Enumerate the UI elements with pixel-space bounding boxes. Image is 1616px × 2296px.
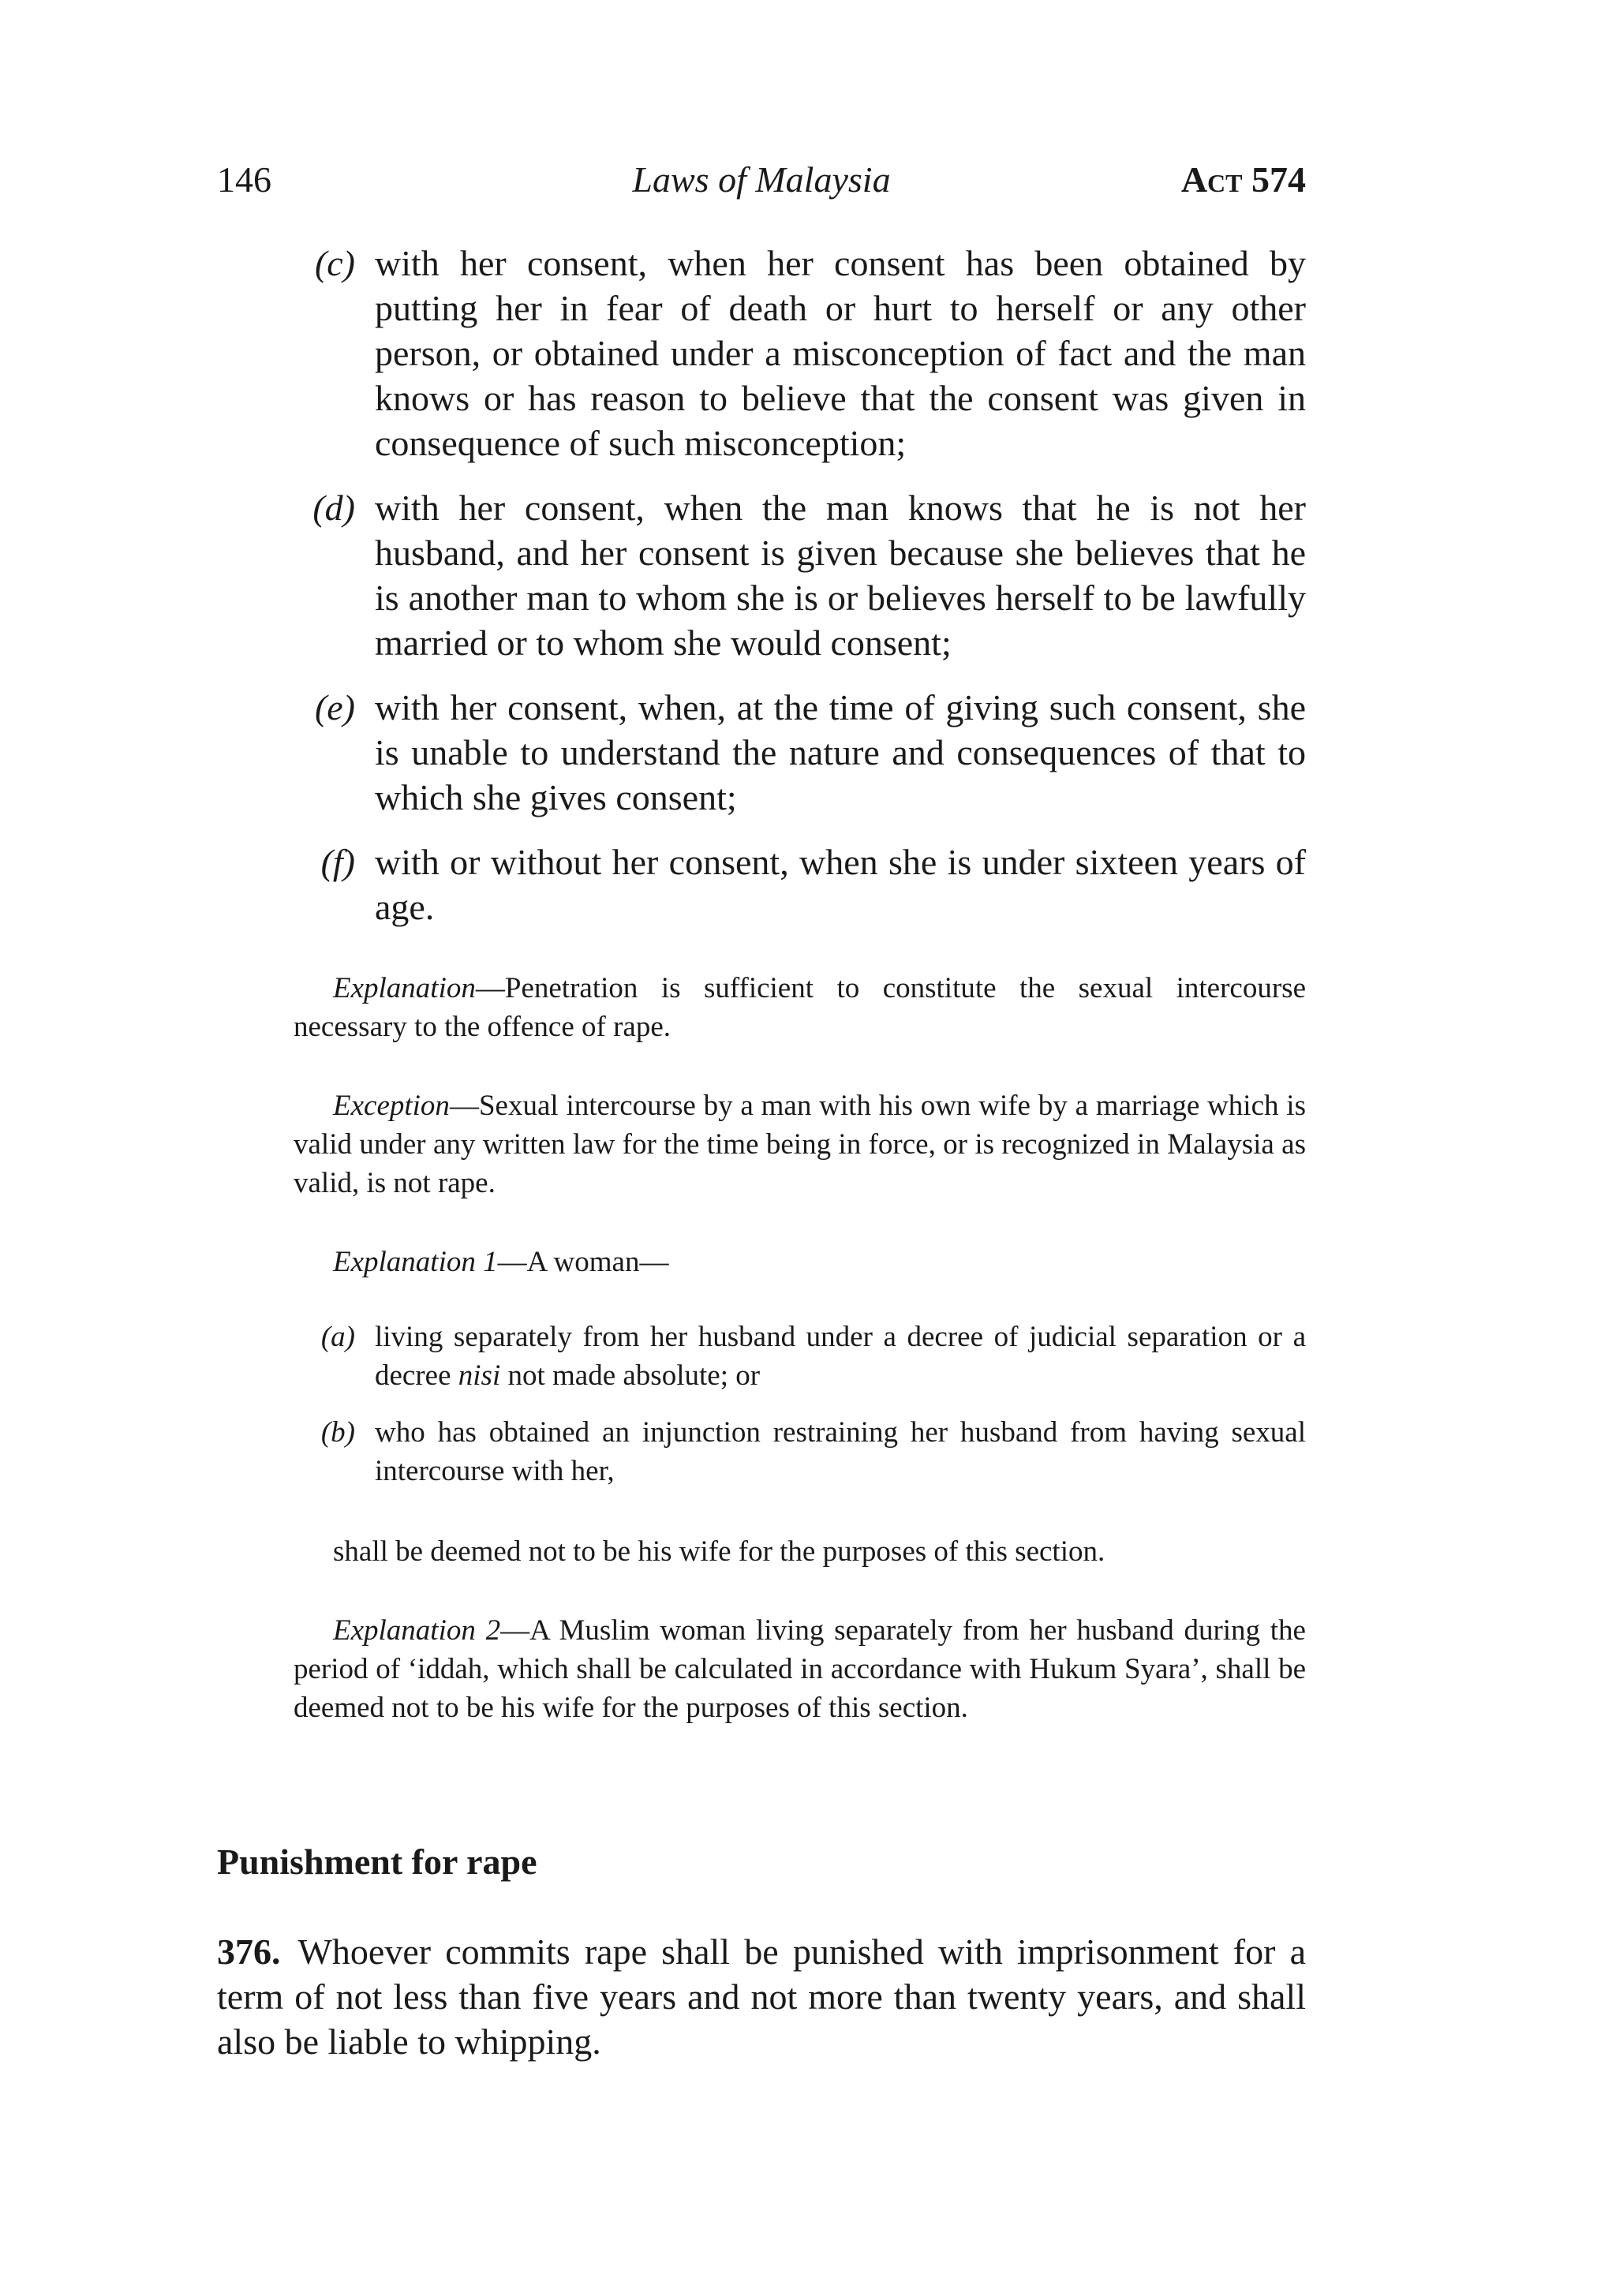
explanation-2-paragraph [294, 1611, 1306, 1727]
item-label: (f) [320, 842, 355, 882]
explanation-2-term: Explanation 2 [333, 1614, 501, 1647]
item-text-after: not made absolute; or [500, 1359, 761, 1392]
exception-text: —Sexual intercourse by a man with his own wife by a marriage which is valid under any written law for the time being in force, or is recognized in Malaysia as valid, is not rape. [294, 1090, 1306, 1199]
explanation-1-term: Explanation 1 [333, 1246, 498, 1278]
section-376 [217, 1929, 1306, 2064]
item-text: who has obtained an injunction restraining her husband from having sexual intercourse with her, [375, 1416, 1306, 1487]
explanation-1-paragraph [294, 1243, 1306, 1281]
item-text: with or without her consent, when she is under sixteen years of age. [375, 842, 1306, 927]
explanation-1-text: —A woman— [497, 1246, 669, 1278]
list-item [300, 1318, 1306, 1395]
item-label: (e) [314, 687, 355, 727]
item-text: with her consent, when, at the time of giving such consent, she is unable to understand the nature and consequences of that to which she gives consent; [375, 687, 1306, 817]
item-label: (a) [320, 1321, 355, 1353]
explanation-paragraph [294, 969, 1306, 1046]
act-number: 574 [1251, 159, 1306, 200]
list-item [300, 241, 1306, 466]
woman-conditions-list [300, 1318, 1306, 1509]
list-item [300, 839, 1306, 929]
exception-paragraph [294, 1086, 1306, 1202]
list-item [300, 1413, 1306, 1490]
exception-term: Exception [333, 1090, 450, 1122]
page-header [217, 156, 1306, 204]
section-heading: Punishment for rape [217, 1842, 537, 1882]
list-item [300, 685, 1306, 820]
item-text: with her consent, when her consent has been obtained by putting her in fear of death or hurt to herself or any other person, or obtained under a misconception of fact and the man knows or has reason to believe that the consent was given in consequence of such misconception; [375, 243, 1306, 463]
item-text: with her consent, when the man knows that he is not her husband, and her consent is given because she believes that he is another man to whom she is or believes herself to be lawfully married or to whom she would consent; [375, 488, 1306, 663]
act-label: Act [1180, 159, 1243, 200]
item-label: (b) [320, 1416, 355, 1449]
explanation-term: Explanation [333, 972, 476, 1004]
item-label: (c) [314, 243, 355, 283]
item-label: (d) [312, 488, 355, 528]
act-reference [1181, 156, 1306, 204]
list-item [300, 485, 1306, 665]
page-number: 146 [217, 159, 271, 200]
item-text-before: living separately from her husband under a decree of judicial separation or a decree [375, 1321, 1306, 1392]
running-title: Laws of Malaysia [632, 159, 891, 200]
section-number: 376. [217, 1931, 281, 1972]
explanation-2-text: —A Muslim woman living separately from her husband during the period of ‘iddah, which shall be calculated in accordance with Hukum Syara’, shall be deemed not to be his wife for the purposes of this section. [294, 1614, 1306, 1724]
condition-list [300, 241, 1306, 949]
item-text-italic: nisi [458, 1359, 501, 1392]
deemed-paragraph: shall be deemed not to be his wife for the purposes of this section. [333, 1535, 1105, 1568]
explanation-text: —Penetration is sufficient to constitute the sexual intercourse necessary to the offence of rape. [294, 972, 1306, 1043]
section-text: Whoever commits rape shall be punished with imprisonment for a term of not less than five years and not more than twenty years, and shall also be liable to whipping. [217, 1931, 1306, 2062]
